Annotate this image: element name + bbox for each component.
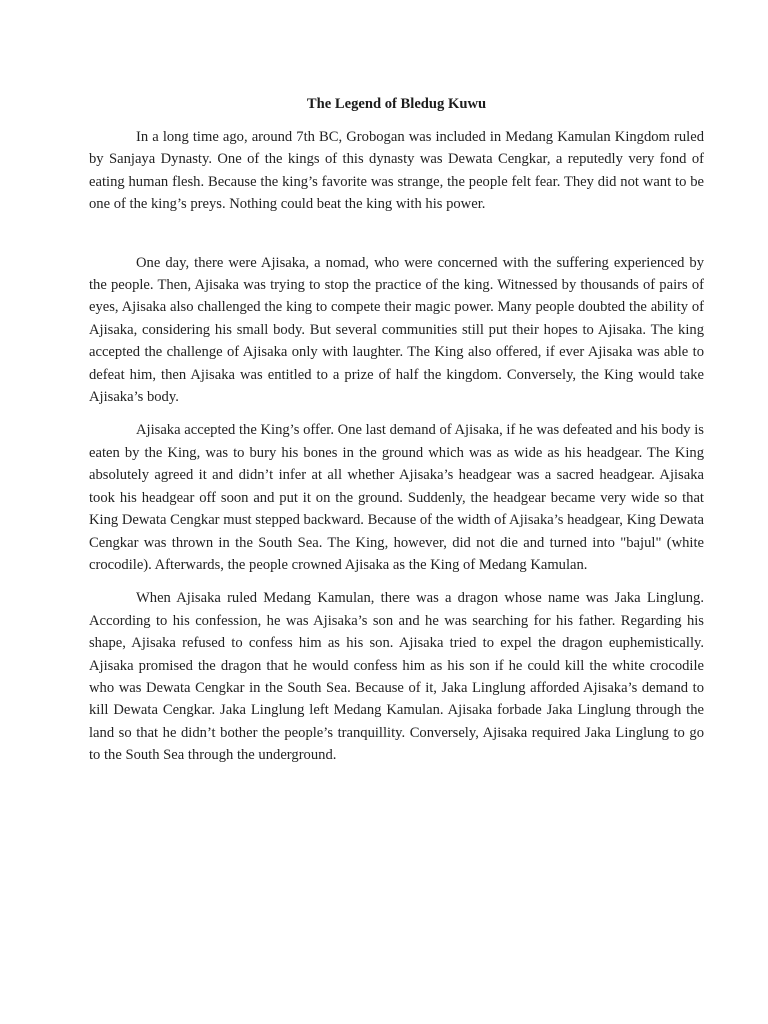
paragraph-3: Ajisaka accepted the King’s offer. One last demand of Ajisaka, if he was defeated and his body is eaten by the King, was to bury his bones in the ground which was as wide as his headgear. The King absolutely agreed it and didn’t infer at all whether Ajisaka’s headgear was a sacred headgear. Ajisaka took his headgear off soon and put it on the ground. Suddenly, the headgear became very wide so that King Dewata Cengkar must stepped backward. Because of the width of Ajisaka’s headgear, King Dewata Cengkar was thrown in the South Sea. The King, however, did not die and turned into "bajul" (white crocodile). Afterwards, the people crowned Ajisaka as the King of Medang Kamulan.: [89, 422, 704, 573]
document-title: The Legend of Bledug Kuwu: [306, 96, 487, 112]
paragraph-1: In a long time ago, around 7th BC, Grobogan was included in Medang Kamulan Kingdom ruled by Sanjaya Dynasty. One of the kings of this dynasty was Dewata Cengkar, a reputedly very fond of eating human flesh. Because the king’s favorite was strange, the people felt fear. They did not want to be one of the king’s preys. Nothing could beat the king with his power.: [89, 129, 704, 213]
paragraph-4: When Ajisaka ruled Medang Kamulan, there was a dragon whose name was Jaka Linglung. According to his confession, he was Ajisaka’s son and he was searching for his father. Regarding his shape, Ajisaka refused to confess him as his son. Ajisaka tried to expel the dragon euphemistically. Ajisaka promised the dragon that he would confess him as his son if he could kill the white crocodile who was Dewata Cengkar in the South Sea. Because of it, Jaka Linglung afforded Ajisaka’s demand to kill Dewata Cengkar. Jaka Linglung left Medang Kamulan. Ajisaka forbade Jaka Linglung through the land so that he didn’t bother the people’s tranquillity. Conversely, Ajisaka required Jaka Linglung to go to the South Sea through the underground.: [89, 590, 704, 764]
paragraph-2: One day, there were Ajisaka, a nomad, who were concerned with the suffering experienced by the people. Then, Ajisaka was trying to stop the practice of the king. Witnessed by thousands of pairs of eyes, Ajisaka also challenged the king to compete their magic power. Many people doubted the ability of Ajisaka, considering his small body. But several communities still put their hopes to Ajisaka. The king accepted the challenge of Ajisaka only with laughter. The King also offered, if ever Ajisaka was able to defeat him, then Ajisaka was entitled to a prize of half the kingdom. Conversely, the King would take Ajisaka’s body.: [89, 254, 704, 406]
document-body: [89, 94, 704, 767]
